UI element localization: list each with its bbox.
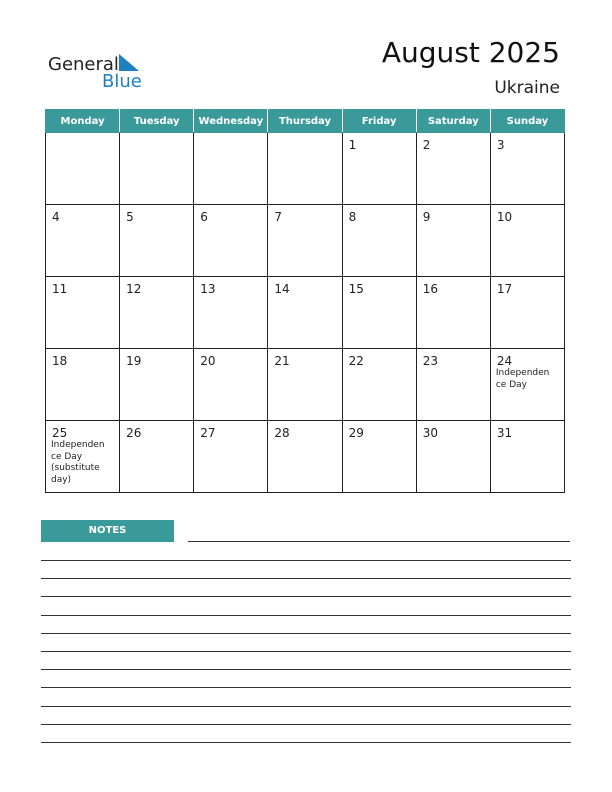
logo-triangle-icon bbox=[119, 54, 139, 71]
day-cell bbox=[268, 205, 342, 277]
day-number: 27 bbox=[200, 426, 216, 440]
day-cell bbox=[194, 133, 268, 205]
day-cell bbox=[46, 277, 120, 349]
day-number: 30 bbox=[422, 426, 438, 440]
notes-line bbox=[41, 669, 571, 670]
logo-text-general: General bbox=[48, 54, 119, 75]
notes-label: NOTES bbox=[41, 520, 174, 542]
day-cell bbox=[194, 349, 268, 421]
day-cell bbox=[194, 421, 268, 493]
day-cell bbox=[490, 277, 564, 349]
day-cell bbox=[46, 421, 120, 493]
day-cell bbox=[194, 277, 268, 349]
day-number: 29 bbox=[348, 426, 364, 440]
week-row bbox=[46, 349, 565, 421]
day-cell bbox=[46, 205, 120, 277]
day-number: 1 bbox=[348, 138, 357, 152]
day-number: 11 bbox=[52, 282, 68, 296]
week-row bbox=[46, 205, 565, 277]
day-cell bbox=[416, 421, 490, 493]
day-cell bbox=[268, 349, 342, 421]
weekday-header: Monday bbox=[46, 110, 120, 133]
day-number: 26 bbox=[126, 426, 142, 440]
notes-line bbox=[41, 706, 571, 707]
day-cell bbox=[268, 421, 342, 493]
weekday-header: Tuesday bbox=[120, 110, 194, 133]
day-cell bbox=[416, 277, 490, 349]
day-number: 21 bbox=[274, 354, 290, 368]
notes-line bbox=[41, 724, 571, 725]
day-number: 6 bbox=[200, 210, 208, 224]
notes-line bbox=[41, 578, 571, 579]
day-cell bbox=[416, 349, 490, 421]
day-number: 3 bbox=[496, 138, 505, 152]
notes-line bbox=[41, 687, 571, 688]
notes-line bbox=[41, 596, 571, 597]
day-number: 7 bbox=[274, 210, 283, 224]
notes-line bbox=[188, 541, 570, 542]
day-number: 13 bbox=[200, 282, 216, 296]
day-cell bbox=[416, 133, 490, 205]
day-number: 20 bbox=[200, 354, 216, 368]
day-cell bbox=[268, 133, 342, 205]
day-cell bbox=[490, 133, 564, 205]
notes-line bbox=[41, 742, 571, 743]
day-number: 9 bbox=[422, 210, 431, 224]
day-number: 15 bbox=[348, 282, 364, 296]
notes-line bbox=[41, 633, 571, 634]
day-cell bbox=[120, 205, 194, 277]
day-number: 31 bbox=[496, 426, 513, 440]
day-number: 23 bbox=[422, 354, 438, 368]
day-cell bbox=[490, 421, 564, 493]
day-number: 28 bbox=[274, 426, 290, 440]
page-title: August 2025 bbox=[381, 36, 560, 69]
day-cell bbox=[120, 349, 194, 421]
day-number: 4 bbox=[52, 210, 60, 224]
week-row bbox=[46, 277, 565, 349]
weekday-header: Sunday bbox=[490, 110, 564, 133]
day-number: 2 bbox=[422, 138, 431, 152]
day-number: 18 bbox=[52, 354, 68, 368]
day-cell bbox=[342, 133, 416, 205]
day-cell bbox=[490, 349, 564, 421]
day-cell bbox=[342, 349, 416, 421]
day-number: 16 bbox=[422, 282, 438, 296]
day-number: 10 bbox=[496, 210, 513, 224]
day-number: 17 bbox=[496, 282, 513, 296]
day-number: 25 bbox=[52, 426, 68, 440]
weekday-header-row bbox=[46, 110, 565, 133]
day-cell bbox=[120, 133, 194, 205]
week-row bbox=[46, 421, 565, 493]
weekday-header: Saturday bbox=[416, 110, 490, 133]
day-cell bbox=[342, 205, 416, 277]
notes-line bbox=[41, 615, 571, 616]
weekday-header: Thursday bbox=[268, 110, 342, 133]
day-number: 5 bbox=[126, 210, 134, 224]
day-number: 14 bbox=[274, 282, 290, 296]
calendar-grid bbox=[45, 109, 565, 493]
day-number: 22 bbox=[348, 354, 364, 368]
notes-line bbox=[41, 651, 571, 652]
day-cell bbox=[46, 133, 120, 205]
day-number: 19 bbox=[126, 354, 142, 368]
day-cell bbox=[490, 205, 564, 277]
logo bbox=[48, 52, 148, 92]
week-row bbox=[46, 133, 565, 205]
day-cell bbox=[120, 277, 194, 349]
weekday-header: Friday bbox=[342, 110, 416, 133]
day-cell bbox=[268, 277, 342, 349]
holiday-label: Independen ce Day (substitute day) bbox=[51, 440, 105, 485]
day-cell bbox=[46, 349, 120, 421]
notes-line bbox=[41, 560, 571, 561]
day-cell bbox=[416, 205, 490, 277]
day-cell bbox=[342, 277, 416, 349]
day-number: 24 bbox=[496, 354, 513, 368]
holiday-label: Independen ce Day bbox=[495, 368, 550, 390]
day-number: 8 bbox=[348, 210, 357, 224]
country-label: Ukraine bbox=[494, 78, 560, 98]
day-number: 12 bbox=[126, 282, 142, 296]
day-cell bbox=[120, 421, 194, 493]
weekday-header: Wednesday bbox=[194, 110, 268, 133]
day-cell bbox=[194, 205, 268, 277]
logo-text-blue: Blue bbox=[102, 71, 142, 92]
day-cell bbox=[342, 421, 416, 493]
